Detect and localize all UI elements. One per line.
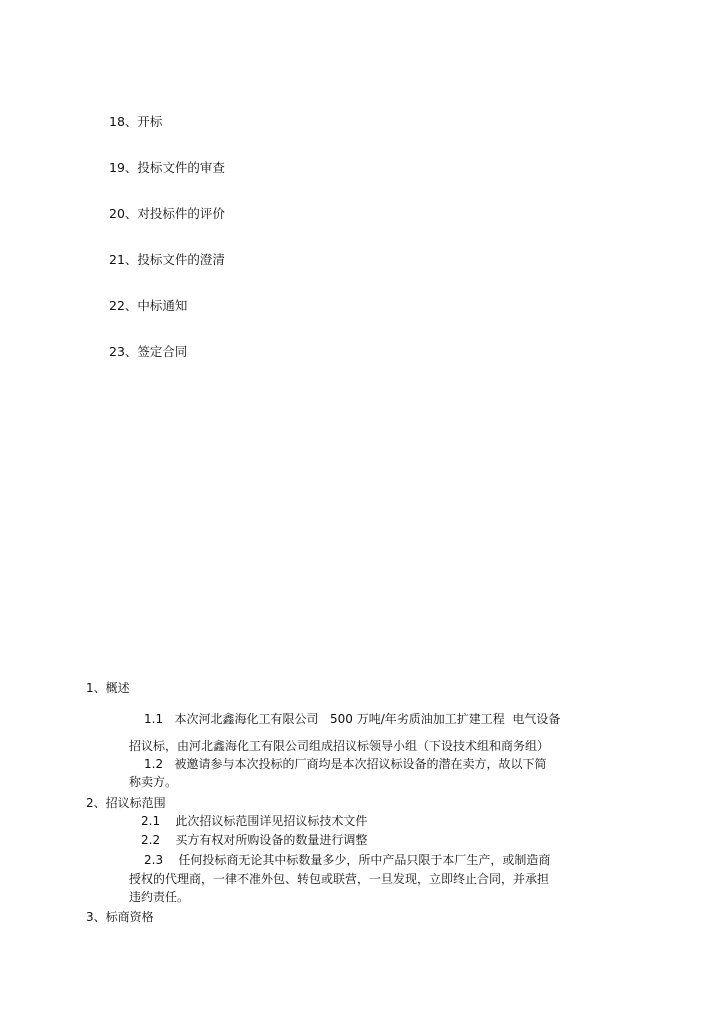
paragraph-2-3-line-1: 2.3 任何投标商无论其中标数量多少，所中产品只限于本厂生产，或制造商 (144, 853, 551, 867)
paragraph-2-3-line-3: 违约责任。 (129, 890, 190, 904)
toc-item-23: 23、签定合同 (109, 344, 188, 359)
paragraph-2-1: 2.1 此次招议标范围详见招议标技术文件 (141, 814, 368, 828)
toc-item-22: 22、中标通知 (109, 298, 188, 313)
paragraph-1-2-line-1: 1.2 被邀请参与本次投标的厂商均是本次招议标设备的潜在卖方，故以下简 (144, 757, 547, 771)
toc-item-18: 18、开标 (109, 114, 163, 129)
paragraph-1-1-line-1: 1.1 本次河北鑫海化工有限公司 500 万吨/年劣质油加工扩建工程 电气设备 (144, 712, 561, 726)
paragraph-1-1-line-2: 招议标，由河北鑫海化工有限公司组成招议标领导小组（下设技术组和商务组） (129, 739, 550, 753)
section-1-heading: 1、概述 (86, 681, 130, 695)
section-3-heading: 3、标商资格 (86, 910, 154, 924)
toc-item-21: 21、投标文件的澄清 (109, 252, 225, 267)
toc-item-20: 20、对投标件的评价 (109, 206, 225, 221)
toc-item-19: 19、投标文件的审查 (109, 160, 225, 175)
section-2-heading: 2、招议标范围 (86, 796, 166, 810)
paragraph-2-3-line-2: 授权的代理商，一律不准外包、转包或联营，一旦发现，立即终止合同，并承担 (129, 872, 550, 886)
paragraph-1-2-line-2: 称卖方。 (129, 775, 178, 789)
paragraph-2-2: 2.2 买方有权对所购设备的数量进行调整 (141, 833, 368, 847)
